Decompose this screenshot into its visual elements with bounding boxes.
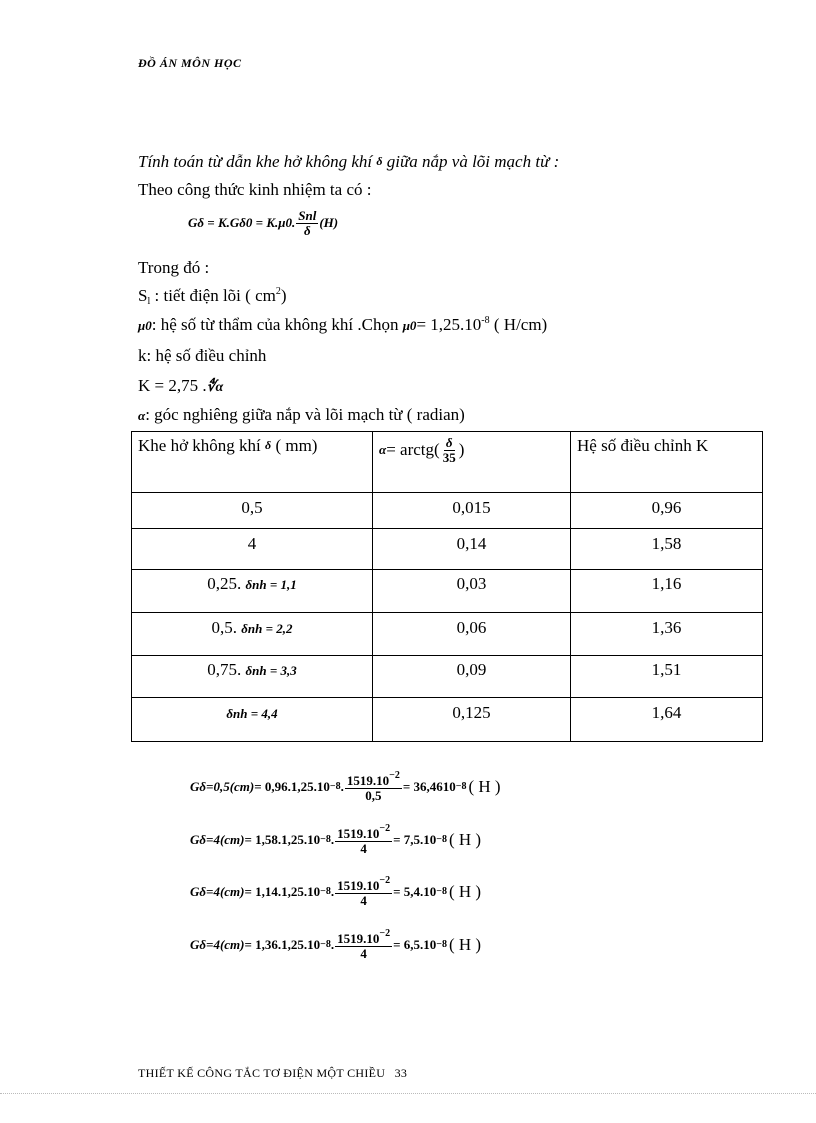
eq-num-exp: −2 xyxy=(389,770,400,781)
page-bottom-divider xyxy=(0,1093,816,1094)
page-footer xyxy=(138,1066,407,1081)
header-alpha-eq: = arctg( xyxy=(386,440,440,460)
s1-symbol: S xyxy=(138,286,148,305)
def-mu xyxy=(138,315,547,335)
eq-dot: . xyxy=(330,883,335,899)
header-alpha-fraction xyxy=(441,436,458,464)
delta-symbol: δ xyxy=(376,154,383,168)
eq-dot: . xyxy=(330,831,335,847)
eq-fraction xyxy=(345,771,402,802)
eq-mid: = 1,58.1,25.10 xyxy=(244,831,321,847)
footer-text: THIẾT KẾ CÔNG TẮC TƠ ĐIỆN MỘT CHIỀU xyxy=(138,1066,386,1080)
mu-value: = 1,25.10 xyxy=(416,315,482,334)
cell-k: 1,64 xyxy=(571,698,763,742)
eq-result: = 7,5.10 xyxy=(393,831,437,847)
cell-k: 1,51 xyxy=(571,656,763,698)
def-s1 xyxy=(138,286,287,307)
section-heading xyxy=(138,152,559,172)
table-row xyxy=(132,698,763,742)
eq-result: = 5,4.10 xyxy=(393,883,437,899)
eq-num-exp: −2 xyxy=(379,928,391,939)
table-header-row xyxy=(132,432,763,493)
cell-alpha: 0,125 xyxy=(373,698,571,742)
eq-num: 1519.10 xyxy=(337,878,380,893)
equation-3 xyxy=(190,876,481,907)
s1-subscript: l xyxy=(147,296,151,307)
cell-gap-symbol: δnh = 4,4 xyxy=(226,706,278,721)
coefficient-table xyxy=(131,431,763,742)
cell-alpha: 0,015 xyxy=(373,493,571,529)
eq-exp: −8 xyxy=(320,834,331,846)
eq-result: = 36,4610 xyxy=(402,778,456,794)
header-alpha-den: 35 xyxy=(442,449,456,465)
formula-lhs: Gδ = K.Gδ0 = K.μ0. xyxy=(188,215,296,231)
equation-1 xyxy=(190,771,501,802)
def-alpha xyxy=(138,405,465,425)
table-row xyxy=(132,656,763,698)
eq-den: 4 xyxy=(360,945,367,961)
def-K xyxy=(138,376,223,396)
mu-unit: ( H/cm) xyxy=(489,315,548,334)
cell-alpha: 0,06 xyxy=(373,613,571,656)
eq-den: 4 xyxy=(360,892,367,908)
mu-symbol-2: μ0 xyxy=(402,318,417,333)
header-gap-unit: ( mm) xyxy=(275,436,318,455)
cell-gap xyxy=(132,656,373,698)
formula-numerator: Snl xyxy=(298,208,317,223)
alpha-text: : góc nghiêng giữa nắp và lõi mạch từ ( radian) xyxy=(145,405,465,424)
cell-gap xyxy=(132,570,373,613)
eq-result-exp: −8 xyxy=(436,886,447,898)
table-row xyxy=(132,570,763,613)
eq-unit: ( H ) xyxy=(448,829,482,849)
cell-gap xyxy=(132,698,373,742)
cell-gap-text: 4 xyxy=(247,534,257,553)
eq-lhs: Gδ=4(cm) xyxy=(190,831,245,847)
mu-exponent: -8 xyxy=(481,315,490,326)
cell-gap-symbol: δnh = 1,1 xyxy=(245,577,297,592)
eq-result-exp: −8 xyxy=(455,781,467,793)
header-alpha-symbol: α xyxy=(379,442,387,458)
eq-dot: . xyxy=(330,936,335,952)
cell-k: 1,36 xyxy=(571,613,763,656)
cell-gap-text: 0,25. xyxy=(207,574,242,593)
heading-rest: giữa nắp và lõi mạch từ : xyxy=(386,152,560,171)
table-row xyxy=(132,493,763,529)
mu-symbol: μ0 xyxy=(138,318,152,333)
page-number: 33 xyxy=(394,1066,408,1080)
intro-line: Theo công thức kinh nhiệm ta có : xyxy=(138,180,372,199)
eq-num: 1519.10 xyxy=(337,931,380,946)
def-k: k: hệ số điều chỉnh xyxy=(138,346,267,365)
eq-lhs: Gδ=4(cm) xyxy=(190,936,245,952)
cell-gap xyxy=(132,613,373,656)
K-equation: K = 2,75 . xyxy=(138,376,207,395)
eq-unit: ( H ) xyxy=(448,934,482,954)
eq-exp: −8 xyxy=(329,781,341,793)
cell-k: 1,58 xyxy=(571,529,763,570)
eq-lhs: Gδ=4(cm) xyxy=(190,883,245,899)
cell-alpha: 0,03 xyxy=(373,570,571,613)
cell-k: 1,16 xyxy=(571,570,763,613)
eq-num-exp: −2 xyxy=(379,823,391,834)
equation-4 xyxy=(190,929,481,960)
header-gap xyxy=(132,432,373,493)
eq-result: = 6,5.10 xyxy=(393,936,437,952)
header-alpha xyxy=(373,432,571,493)
alpha-symbol: α xyxy=(138,408,146,423)
root-symbol: ∜α xyxy=(206,380,224,395)
mu-text: : hệ số từ thẩm của không khí .Chọn xyxy=(151,315,399,334)
eq-fraction xyxy=(335,929,392,960)
eq-num: 1519.10 xyxy=(346,773,390,788)
formula-fraction xyxy=(296,209,318,237)
cell-gap xyxy=(132,529,373,570)
table-row xyxy=(132,613,763,656)
cell-gap-text: 0,5. xyxy=(211,618,237,637)
eq-mid: = 1,14.1,25.10 xyxy=(244,883,321,899)
eq-exp: −8 xyxy=(320,886,331,898)
eq-fraction xyxy=(335,824,392,855)
where-label: Trong đó : xyxy=(138,258,210,277)
cell-gap xyxy=(132,493,373,529)
cell-gap-symbol: δnh = 2,2 xyxy=(241,621,293,636)
eq-result-exp: −8 xyxy=(436,834,447,846)
header-k: Hệ số điều chỉnh K xyxy=(571,432,763,493)
eq-unit: ( H ) xyxy=(468,776,501,796)
s1-end: ) xyxy=(280,286,287,305)
formula-denominator: δ xyxy=(303,222,311,238)
eq-den: 0,5 xyxy=(365,787,382,803)
cell-gap-symbol: δnh = 3,3 xyxy=(245,663,297,678)
eq-exp: −8 xyxy=(320,939,331,951)
eq-result-exp: −8 xyxy=(436,939,447,951)
table-row xyxy=(132,529,763,570)
cell-k: 0,96 xyxy=(571,493,763,529)
eq-unit: ( H ) xyxy=(448,881,482,901)
eq-num-exp: −2 xyxy=(379,875,391,886)
eq-fraction xyxy=(335,876,392,907)
cell-alpha: 0,09 xyxy=(373,656,571,698)
cell-gap-text: 0,5 xyxy=(241,498,263,517)
header-gap-text: Khe hở không khí xyxy=(138,436,261,455)
formula-tail: (H) xyxy=(319,215,339,231)
heading-text: Tính toán từ dẫn khe hở không khí xyxy=(138,152,373,171)
eq-mid: = 1,36.1,25.10 xyxy=(244,936,321,952)
eq-den: 4 xyxy=(360,840,367,856)
main-formula xyxy=(188,209,338,237)
header-alpha-num: δ xyxy=(445,435,453,450)
header-gap-symbol: δ xyxy=(265,438,272,452)
header-alpha-close: ) xyxy=(458,440,465,460)
s1-text: : tiết điện lõi ( cm xyxy=(150,286,276,305)
eq-lhs: Gδ=0,5(cm) xyxy=(190,778,255,794)
eq-dot: . xyxy=(340,778,344,794)
page-header: ĐỒ ÁN MÔN HỌC xyxy=(138,56,242,70)
eq-num: 1519.10 xyxy=(337,826,380,841)
cell-gap-text: 0,75. xyxy=(207,660,242,679)
s1-superscript: 2 xyxy=(275,286,281,297)
cell-alpha: 0,14 xyxy=(373,529,571,570)
eq-mid: = 0,96.1,25.10 xyxy=(254,778,330,794)
equation-2 xyxy=(190,824,481,855)
